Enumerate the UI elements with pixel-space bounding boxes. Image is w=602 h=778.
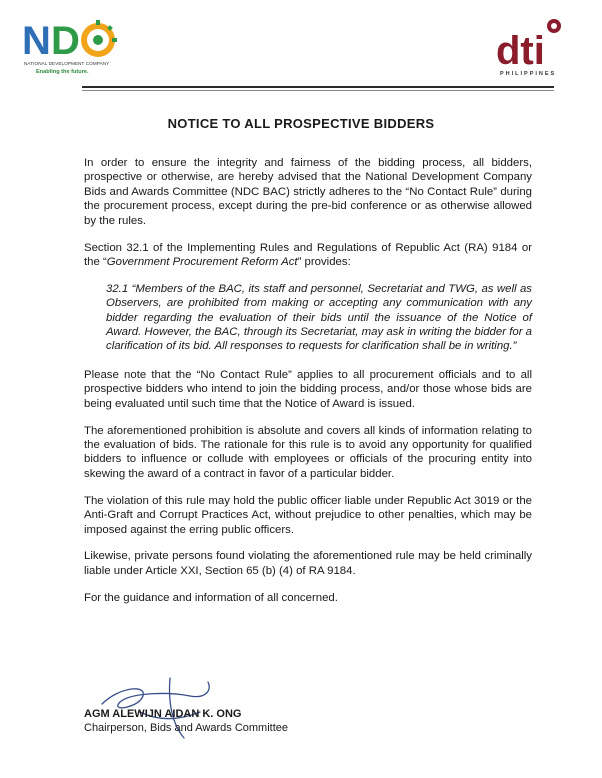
dti-logo	[494, 14, 564, 80]
header-rule-thin	[82, 90, 554, 91]
ndc-letter-n: N	[22, 19, 51, 58]
dti-country: PHILIPPINES	[500, 71, 557, 77]
ndc-letter-d: D	[51, 19, 80, 58]
ndc-logo	[22, 18, 132, 80]
dti-letters: dti	[496, 29, 545, 70]
paragraph-closing: For the guidance and information of all concerned.	[84, 591, 338, 604]
paragraph-private-persons: Likewise, private persons found violating the aforementioned rule may be held criminally liable under Article XXI, Section 65 (b) (4) of RA 9184.	[84, 550, 532, 577]
letterhead	[0, 0, 602, 92]
paragraph-applicability: Please note that the “No Contact Rule” applies to all procurement officials and to all prospective bidders who intend to join the bidding process, and/or those whose bids are being evaluated until such time that the Notice of Award is issued.	[84, 368, 532, 410]
document-title: NOTICE TO ALL PROSPECTIVE BIDDERS	[167, 116, 435, 131]
quoted-rule: 32.1 “Members of the BAC, its staff and personnel, Secretariat and TWG, as well as Observers, are prohibited from making or accepting any communication with any bidder regarding the evaluation of their bids until the issuance of the Notice of Award. However, the BAC, through its Secretariat, may ask in writing the bidder for a clarification of its bid. All responses to requests for clarification shall be in writing.”	[106, 282, 532, 353]
gear-icon	[84, 20, 117, 54]
ndc-tagline: Enabling the future.	[36, 69, 89, 75]
paragraph-prohibition: The aforementioned prohibition is absolute and covers all kinds of information relating to the evaluation of bids. The rationale for this rule is to avoid any opportunity for qualified bidders to influence or collude with employees or officials of the procuring entity into skewing the award of a contract in favor of a particular bidder.	[84, 424, 532, 480]
act-title: Government Procurement Reform Act	[106, 255, 298, 268]
dti-logo-mark	[494, 14, 564, 70]
ndc-company-name: NATIONAL DEVELOPMENT COMPANY	[24, 61, 110, 66]
dti-emblem-icon	[547, 19, 561, 33]
paragraph-section	[84, 241, 532, 270]
ndc-logo-mark	[22, 18, 122, 58]
paragraph-intro: In order to ensure the integrity and fairness of the bidding process, all bidders, prospective or otherwise, are hereby advised that the National Development Company Bids and Awards Committee (NDC BAC) strictly adheres to the “No Contact Rule” during the procurement process, except during the pre-bid conference or as otherwise allowed by the rules.	[84, 157, 532, 227]
signatory-name: AGM ALEWIJN AIDAN K. ONG	[84, 708, 242, 720]
header-rule	[82, 86, 554, 88]
paragraph-violation: The violation of this rule may hold the public officer liable under Republic Act 3019 or the Anti-Graft and Corrupt Practices Act, without prejudice to other penalties, which may be imposed against the erring public officers.	[84, 494, 532, 536]
signatory-title: Chairperson, Bids and Awards Committee	[84, 722, 289, 734]
document-body	[84, 156, 532, 618]
act-suffix: ” provides:	[297, 255, 351, 268]
section-ref-text: Section 32.1 of the Implementing Rules and Regulations of Republic Act (RA) 9184 or the “	[84, 241, 532, 268]
